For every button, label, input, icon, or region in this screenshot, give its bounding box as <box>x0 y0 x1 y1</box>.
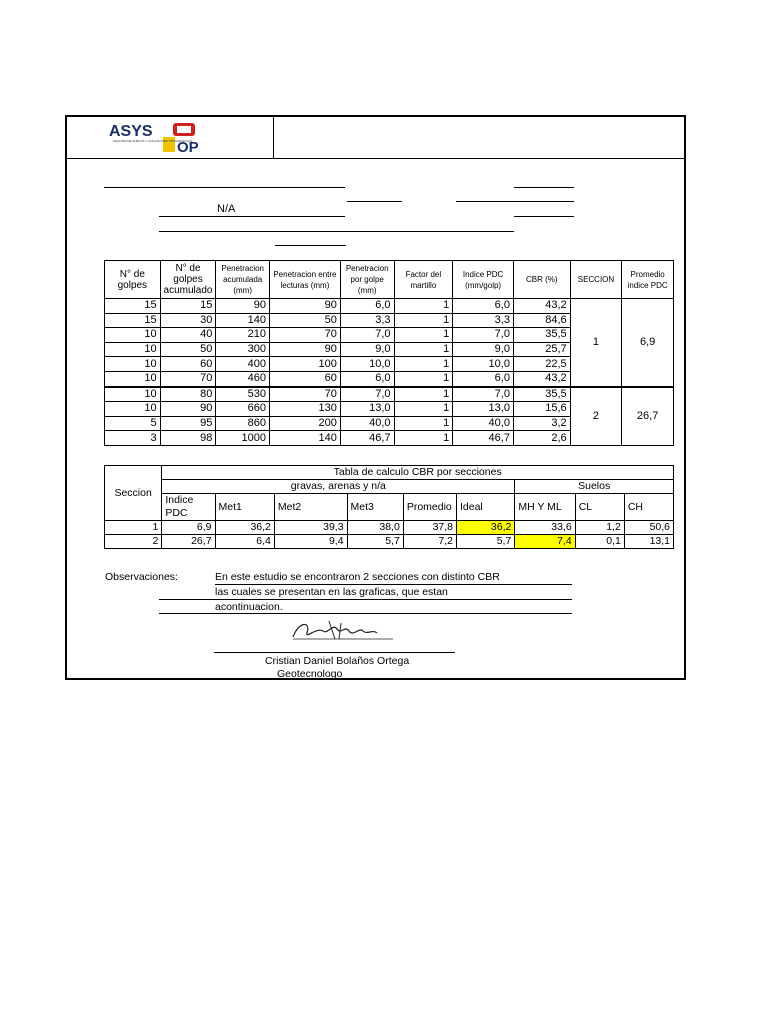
cell: 1 <box>394 431 453 446</box>
table-row <box>105 299 674 314</box>
cell: 7,2 <box>403 535 456 549</box>
cell: 84,6 <box>513 313 570 328</box>
cell: 3,3 <box>340 313 394 328</box>
highlighted-cell: 7,4 <box>515 535 575 549</box>
cell: 40,0 <box>453 416 514 431</box>
cell: 6,0 <box>340 371 394 386</box>
cell: 13,1 <box>624 535 673 549</box>
cell: 6,9 <box>162 521 215 535</box>
section-number: 2 <box>570 387 622 446</box>
col-header: Promedio <box>403 494 456 521</box>
cell: 10 <box>105 371 161 386</box>
cell: 50,6 <box>624 521 673 535</box>
col-header: CL <box>575 494 624 521</box>
cell: 860 <box>216 416 270 431</box>
observaciones-line-1: En este estudio se encontraron 2 secciones con distinto CBR <box>215 571 500 583</box>
cell: 1,2 <box>575 521 624 535</box>
cell: 10 <box>105 342 161 357</box>
form-line <box>275 245 346 246</box>
cell: 660 <box>216 402 270 417</box>
col-header: Indice PDC (mm/golp) <box>453 261 514 299</box>
header-divider <box>273 117 274 158</box>
cell: 90 <box>270 342 341 357</box>
cell: 60 <box>270 371 341 386</box>
col-header: Penetracion entre lecturas (mm) <box>270 261 341 299</box>
cell: 1 <box>105 521 162 535</box>
signer-name: Cristian Daniel Bolaños Ortega <box>265 655 410 667</box>
cell: 2 <box>105 535 162 549</box>
cell: 46,7 <box>340 431 394 446</box>
cell: 50 <box>270 313 341 328</box>
highlighted-cell: 36,2 <box>457 521 515 535</box>
cell: 3,3 <box>453 313 514 328</box>
cell: 36,2 <box>215 521 274 535</box>
cell: 46,7 <box>453 431 514 446</box>
header-row <box>67 117 684 159</box>
cell: 1 <box>394 416 453 431</box>
cell: 35,5 <box>513 328 570 343</box>
cell: 9,0 <box>340 342 394 357</box>
cell: 15 <box>105 299 161 314</box>
report-sheet <box>65 115 686 680</box>
cell: 90 <box>270 299 341 314</box>
cell: 1000 <box>216 431 270 446</box>
cell: 10,0 <box>340 357 394 372</box>
cell: 30 <box>160 313 216 328</box>
cell: 2,6 <box>513 431 570 446</box>
form-line <box>159 599 572 600</box>
observaciones-line-3: acontinuacion. <box>215 601 283 613</box>
cell: 13,0 <box>340 402 394 417</box>
cell: 10 <box>105 402 161 417</box>
cell: 37,8 <box>403 521 456 535</box>
group-header-suelos: Suelos <box>515 480 674 494</box>
cell: 130 <box>270 402 341 417</box>
cell: 100 <box>270 357 341 372</box>
cell: 15 <box>160 299 216 314</box>
cell: 90 <box>160 402 216 417</box>
table-row <box>105 521 674 535</box>
cell: 10 <box>105 328 161 343</box>
table-row <box>105 387 674 402</box>
section-number: 1 <box>570 299 622 387</box>
form-line <box>159 216 345 217</box>
cell: 530 <box>216 387 270 402</box>
form-line <box>514 187 574 188</box>
cell: 6,0 <box>340 299 394 314</box>
cell: 43,2 <box>513 371 570 386</box>
seccion-header: Seccion <box>105 466 162 521</box>
section-average: 6,9 <box>622 299 674 387</box>
cell: 60 <box>160 357 216 372</box>
cell: 39,3 <box>274 521 347 535</box>
cell: 35,5 <box>513 387 570 402</box>
cell: 460 <box>216 371 270 386</box>
col-header: Ideal <box>457 494 515 521</box>
col-header: SECCION <box>570 261 622 299</box>
form-line <box>347 201 402 202</box>
cell: 43,2 <box>513 299 570 314</box>
cell: 1 <box>394 402 453 417</box>
col-header: Indice PDC <box>162 494 215 521</box>
cell: 1 <box>394 328 453 343</box>
signature-line <box>214 652 455 653</box>
col-header: Met2 <box>274 494 347 521</box>
cell: 10,0 <box>453 357 514 372</box>
col-header: CH <box>624 494 673 521</box>
cell: 26,7 <box>162 535 215 549</box>
cell: 7,0 <box>340 328 394 343</box>
col-header: MH Y ML <box>515 494 575 521</box>
cell: 7,0 <box>340 387 394 402</box>
cell: 10 <box>105 357 161 372</box>
cell: 6,0 <box>453 371 514 386</box>
cell: 40,0 <box>340 416 394 431</box>
form-line <box>159 231 514 232</box>
cell: 1 <box>394 342 453 357</box>
company-logo <box>107 120 217 154</box>
cell: 10 <box>105 387 161 402</box>
cell: 98 <box>160 431 216 446</box>
cell: 200 <box>270 416 341 431</box>
cell: 1 <box>394 387 453 402</box>
cell: 70 <box>270 387 341 402</box>
na-value: N/A <box>217 203 236 215</box>
cell: 140 <box>216 313 270 328</box>
cell: 1 <box>394 299 453 314</box>
cell: 6,0 <box>453 299 514 314</box>
section-average: 26,7 <box>622 387 674 446</box>
col-header: Penetracion por golpe (mm) <box>340 261 394 299</box>
cell: 1 <box>394 357 453 372</box>
cell: 70 <box>270 328 341 343</box>
cell: 38,0 <box>347 521 403 535</box>
cell: 3,2 <box>513 416 570 431</box>
col-header: Met1 <box>215 494 274 521</box>
form-line <box>514 216 574 217</box>
observaciones-label: Observaciones: <box>105 571 178 583</box>
col-header: Factor del martillo <box>394 261 453 299</box>
col-header: N° de golpes <box>105 261 161 299</box>
cell: 15,6 <box>513 402 570 417</box>
cell: 90 <box>216 299 270 314</box>
col-header: Promedio indice PDC <box>622 261 674 299</box>
cell: 300 <box>216 342 270 357</box>
cell: 13,0 <box>453 402 514 417</box>
logo-text-bottom: OP <box>177 139 199 154</box>
cell: 5,7 <box>457 535 515 549</box>
col-header: Met3 <box>347 494 403 521</box>
cell: 6,4 <box>215 535 274 549</box>
form-line <box>456 201 574 202</box>
cell: 70 <box>160 371 216 386</box>
col-header: Penetracion acumulada (mm) <box>216 261 270 299</box>
cell: 22,5 <box>513 357 570 372</box>
cell: 210 <box>216 328 270 343</box>
table-row <box>105 535 674 549</box>
pdc-table <box>104 260 674 446</box>
cell: 3 <box>105 431 161 446</box>
form-line <box>215 584 572 585</box>
cell: 7,0 <box>453 387 514 402</box>
cell: 40 <box>160 328 216 343</box>
cell: 95 <box>160 416 216 431</box>
cell: 7,0 <box>453 328 514 343</box>
table-title: Tabla de calculo CBR por secciones <box>162 466 674 480</box>
cell: 1 <box>394 371 453 386</box>
form-line <box>104 187 345 188</box>
cell: 9,4 <box>274 535 347 549</box>
cell: 5 <box>105 416 161 431</box>
cell: 15 <box>105 313 161 328</box>
cbr-section-table <box>104 465 674 549</box>
cell: 400 <box>216 357 270 372</box>
cell: 33,6 <box>515 521 575 535</box>
col-header: N° de golpes acumulado <box>160 261 216 299</box>
signature-image <box>289 617 397 645</box>
cell: 140 <box>270 431 341 446</box>
form-line <box>159 613 572 614</box>
cell: 0,1 <box>575 535 624 549</box>
logo-subtitle: ANALISIS DE SUELOS Y SOLUCIONES TOPOGRAFICAS <box>113 139 193 143</box>
cell: 80 <box>160 387 216 402</box>
logo-text-top: ASYS <box>109 123 153 140</box>
cell: 25,7 <box>513 342 570 357</box>
group-header-gravas: gravas, arenas y n/a <box>162 480 515 494</box>
col-header: CBR (%) <box>513 261 570 299</box>
cell: 50 <box>160 342 216 357</box>
cell: 1 <box>394 313 453 328</box>
cell: 5,7 <box>347 535 403 549</box>
cell: 9,0 <box>453 342 514 357</box>
observaciones-line-2: las cuales se presentan en las graficas, que estan <box>215 586 448 598</box>
signer-title: Geotecnologo <box>277 668 343 680</box>
